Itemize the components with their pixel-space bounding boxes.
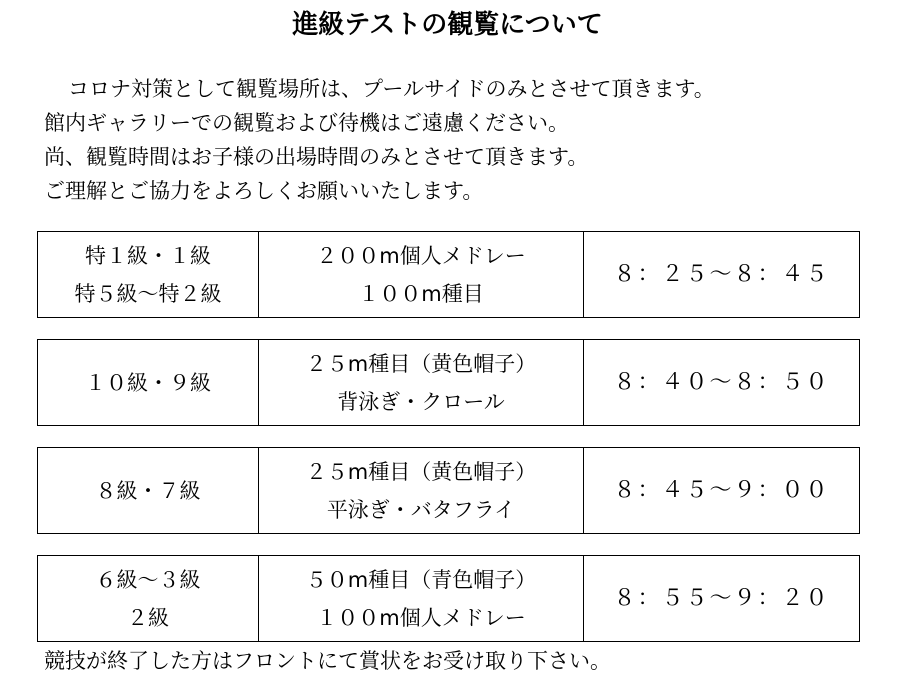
event-label: １００m種目 (358, 281, 484, 306)
time-label: ８：４５～９：００ (613, 477, 830, 503)
intro-paragraph (44, 72, 894, 208)
schedule-row (37, 231, 860, 318)
grade-cell (38, 232, 259, 317)
grade-label: ２級 (127, 605, 169, 630)
grade-label: 特１級・１級 (85, 243, 211, 268)
event-label: ５０m種目（青色帽子） (305, 567, 537, 592)
page-title: 進級テストの観覧について (292, 10, 603, 40)
grade-label: ６級～３級 (95, 567, 201, 592)
schedule-row (37, 555, 860, 642)
event-cell (259, 340, 584, 425)
schedule-table (37, 231, 860, 663)
grade-cell (38, 448, 259, 533)
event-cell (259, 448, 584, 533)
event-label: 平泳ぎ・バタフライ (326, 497, 516, 522)
intro-line: 尚、観覧時間はお子様の出場時間のみとさせて頂きます。 (44, 145, 589, 169)
grade-cell (38, 556, 259, 641)
event-label: 背泳ぎ・クロール (337, 389, 505, 414)
time-cell (584, 232, 859, 317)
time-label: ８：４０～８：５０ (613, 369, 830, 395)
event-label: ２５m種目（黄色帽子） (305, 351, 537, 376)
footer-note: 競技が終了した方はフロントにて賞状をお受け取り下さい。 (44, 649, 611, 673)
event-label: ２００m個人メドレー (316, 243, 526, 268)
time-label: ８：５５～９：２０ (613, 585, 830, 611)
time-cell (584, 556, 859, 641)
event-cell (259, 556, 584, 641)
grade-cell (38, 340, 259, 425)
grade-label: 特５級～特２級 (74, 281, 222, 306)
time-cell (584, 448, 859, 533)
grade-label: ８級・７級 (95, 478, 201, 503)
event-label: ２５m種目（黄色帽子） (305, 459, 537, 484)
schedule-row (37, 339, 860, 426)
event-cell (259, 232, 584, 317)
grade-label: １０級・９級 (85, 370, 211, 395)
intro-line: コロナ対策として観覧場所は、プールサイドのみとさせて頂きます。 (68, 77, 715, 101)
event-label: １００m個人メドレー (316, 605, 526, 630)
schedule-row (37, 447, 860, 534)
intro-line: 館内ギャラリーでの観覧および待機はご遠慮ください。 (44, 111, 569, 135)
time-label: ８：２５～８：４５ (613, 261, 830, 287)
intro-line: ご理解とご協力をよろしくお願いいたします。 (44, 179, 484, 203)
time-cell (584, 340, 859, 425)
